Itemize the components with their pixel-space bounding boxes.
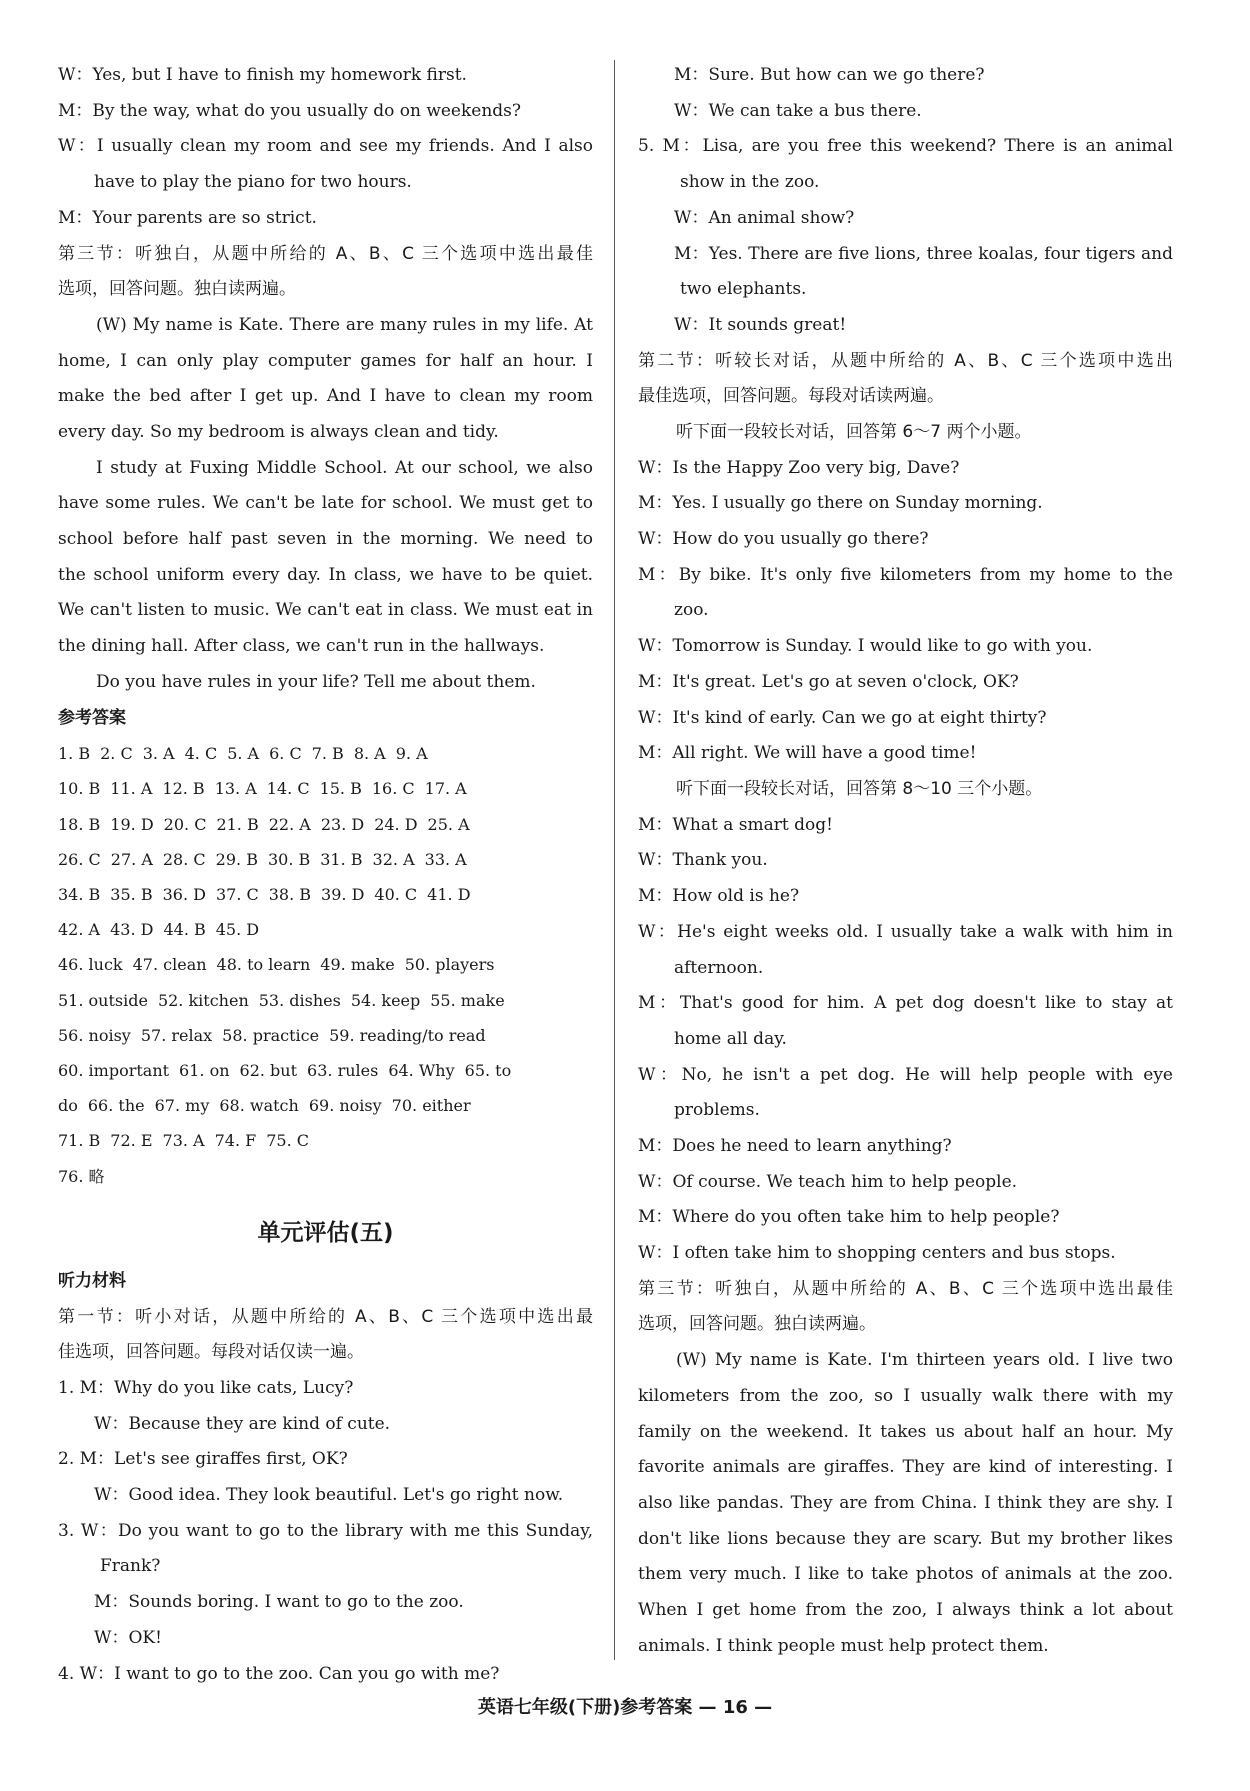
dialogue-line: M：That's good for him. A pet dog doesn't like to stay at bbox=[638, 993, 1173, 1014]
instruction-line: 选项，回答问题。独白读两遍。 bbox=[638, 1314, 876, 1335]
monologue-text bbox=[638, 1343, 1173, 1664]
answer-item: 22. A bbox=[268, 814, 311, 834]
answer-item: 51. outside bbox=[58, 990, 148, 1010]
answer-item: 76. 略 bbox=[58, 1166, 105, 1186]
answer-item: 16. C bbox=[371, 779, 415, 799]
answer-item: 35. B bbox=[110, 885, 153, 905]
answer-item: 69. noisy bbox=[308, 1096, 382, 1116]
answer-row bbox=[58, 912, 593, 947]
dialogue-line: afternoon. bbox=[674, 957, 764, 978]
monologue-line: the dining hall. After class, we can't run in the hallways. bbox=[58, 636, 545, 657]
dialogue-line: W：He's eight weeks old. I usually take a walk with him in bbox=[638, 921, 1173, 942]
answer-item: 65. to bbox=[464, 1061, 512, 1081]
answer-item: 39. D bbox=[321, 885, 365, 905]
answer-item: 3. A bbox=[142, 744, 175, 764]
monologue-line: kilometers from the zoo, so I usually walk there with my bbox=[638, 1385, 1173, 1406]
dialogue-line: Frank? bbox=[100, 1556, 161, 1577]
answer-item: 21. B bbox=[216, 814, 259, 834]
dialogue-continued bbox=[638, 58, 1173, 344]
answer-item: 73. A bbox=[162, 1131, 205, 1151]
unit-title: 单元评估(五) bbox=[257, 1219, 394, 1246]
answer-item: 58. practice bbox=[222, 1025, 320, 1045]
dialogue-line: 2. M：Let's see giraffes first, OK? bbox=[58, 1449, 348, 1470]
answer-item: 33. A bbox=[424, 849, 467, 869]
dialogue-line: 1. M：Why do you like cats, Lucy? bbox=[58, 1377, 354, 1398]
answer-item: 37. C bbox=[215, 885, 259, 905]
monologue-line: them very much. I like to take photos of animals at the zoo. bbox=[638, 1564, 1173, 1585]
answer-item: 50. players bbox=[404, 955, 495, 975]
monologue-line: favorite animals are giraffes. They are kind of interesting. I bbox=[638, 1457, 1173, 1478]
dialogue-line: have to play the piano for two hours. bbox=[94, 172, 412, 193]
page-footer: 英语七年级(下册)参考答案 — 16 — bbox=[477, 1697, 773, 1718]
answers-heading: 参考答案 bbox=[58, 707, 126, 728]
dialogue-line: W：Is the Happy Zoo very big, Dave? bbox=[638, 457, 960, 478]
monologue-line: don't like lions because they are scary. But my brother likes bbox=[638, 1528, 1173, 1549]
instruction-line: 第三节：听独白，从题中所给的 A、B、C 三个选项中选出最佳 bbox=[58, 243, 593, 264]
section3-instructions bbox=[58, 237, 593, 308]
answer-item: 31. B bbox=[320, 849, 363, 869]
answer-item: 72. E bbox=[110, 1131, 153, 1151]
dialogue-line: W：How do you usually go there? bbox=[638, 529, 929, 550]
answer-row bbox=[58, 807, 593, 842]
dialogue-line: M：Sure. But how can we go there? bbox=[674, 65, 985, 85]
answer-item: 66. the bbox=[87, 1096, 145, 1116]
monologue-line: I study at Fuxing Middle School. At our school, we also bbox=[96, 457, 593, 478]
answer-item: 24. D bbox=[374, 814, 418, 834]
answer-item: 40. C bbox=[374, 885, 418, 905]
dialogue-line: M：By the way, what do you usually do on weekends? bbox=[58, 100, 522, 121]
dialogue-line: W：Thank you. bbox=[638, 850, 768, 871]
long-dialogue-2 bbox=[638, 808, 1173, 1272]
dialogue-line: home all day. bbox=[674, 1028, 787, 1049]
answer-item: 52. kitchen bbox=[157, 990, 249, 1010]
answer-item: 1. B bbox=[58, 744, 91, 764]
answer-item: 15. B bbox=[319, 779, 362, 799]
dialogue-line: zoo. bbox=[674, 600, 709, 621]
section1-instructions bbox=[58, 1300, 593, 1371]
answer-item: 34. B bbox=[58, 885, 101, 905]
long-dialogue-1 bbox=[638, 451, 1173, 772]
answer-item: 5. A bbox=[227, 744, 260, 764]
section3-instructions bbox=[638, 1272, 1173, 1343]
answer-row bbox=[58, 736, 593, 771]
monologue-line: make the bed after I get up. And I have to clean my room bbox=[58, 386, 593, 407]
answer-row bbox=[58, 1123, 593, 1158]
monologue-line: family on the weekend. It takes us about half an hour. My bbox=[638, 1421, 1173, 1442]
dialogue-line: W：No, he isn't a pet dog. He will help people with eye bbox=[638, 1064, 1173, 1085]
dialogue-line: M：Your parents are so strict. bbox=[58, 207, 317, 228]
answer-item: 19. D bbox=[110, 814, 154, 834]
left-column bbox=[58, 58, 593, 1692]
monologue-line: (W) My name is Kate. I'm thirteen years old. I live two bbox=[676, 1350, 1173, 1371]
dialogue-line: W：I often take him to shopping centers and bus stops. bbox=[638, 1243, 1116, 1264]
dialogue-line: M：Yes. There are five lions, three koalas, four tigers and bbox=[674, 243, 1173, 264]
answer-item: 49. make bbox=[320, 955, 395, 975]
answer-item: 28. C bbox=[162, 849, 206, 869]
answer-row bbox=[58, 983, 593, 1018]
answer-item: 75. C bbox=[266, 1131, 310, 1151]
dialogue-line: W：Tomorrow is Sunday. I would like to go with you. bbox=[638, 636, 1093, 657]
answer-row bbox=[58, 877, 593, 912]
answer-item: 68. watch bbox=[219, 1096, 299, 1116]
answer-item: 48. to learn bbox=[216, 955, 311, 975]
answer-item: 53. dishes bbox=[258, 990, 341, 1010]
answer-row bbox=[58, 1088, 593, 1123]
answer-item: 18. B bbox=[58, 814, 101, 834]
answer-item: 23. D bbox=[320, 814, 365, 834]
answer-item: 64. Why bbox=[388, 1061, 455, 1081]
dialogue-line: W：An animal show? bbox=[674, 207, 855, 228]
monologue-line: When I get home from the zoo, I always think a lot about bbox=[638, 1600, 1173, 1620]
dialogue-line: 5. M：Lisa, are you free this weekend? There is an animal bbox=[638, 136, 1173, 157]
answer-item: 13. A bbox=[214, 779, 257, 799]
monologue-line: every day. So my bedroom is always clean and tidy. bbox=[58, 421, 499, 442]
q6-intro: 听下面一段较长对话，回答第 6～7 两个小题。 bbox=[676, 421, 1032, 442]
monologue-line: Do you have rules in your life? Tell me about them. bbox=[96, 671, 536, 692]
answer-item: 46. luck bbox=[58, 955, 123, 975]
dialogue-line: M：How old is he? bbox=[638, 886, 800, 907]
dialogue-line: two elephants. bbox=[680, 279, 807, 300]
dialogue-line: 3. W：Do you want to go to the library with me this Sunday, bbox=[58, 1520, 593, 1541]
answer-item: 14. C bbox=[266, 779, 310, 799]
instruction-line: 佳选项，回答问题。每段对话仅读一遍。 bbox=[58, 1342, 364, 1363]
answer-item: 25. A bbox=[427, 814, 470, 834]
instruction-line: 最佳选项，回答问题。每段对话读两遍。 bbox=[638, 386, 944, 407]
answer-row bbox=[58, 1053, 593, 1088]
answer-item: 70. either bbox=[391, 1096, 471, 1116]
answer-item: 41. D bbox=[427, 885, 471, 905]
answer-item: 17. A bbox=[424, 779, 467, 799]
monologue-line: school before half past seven in the morning. We need to bbox=[58, 529, 593, 550]
answer-item: 8. A bbox=[353, 744, 386, 764]
right-column bbox=[638, 58, 1173, 1664]
answer-item: 57. relax bbox=[140, 1025, 213, 1045]
answer-item: 47. clean bbox=[132, 955, 207, 975]
answer-item: 11. A bbox=[110, 779, 153, 799]
answer-row bbox=[58, 842, 593, 877]
listening-heading: 听力材料 bbox=[58, 1270, 126, 1291]
answer-item: 55. make bbox=[430, 990, 505, 1010]
monologue-line: animals. I think people must help protect them. bbox=[638, 1635, 1049, 1656]
monologue-line: (W) My name is Kate. There are many rules in my life. At bbox=[96, 314, 593, 335]
dialogue-line: M：What a smart dog! bbox=[638, 814, 833, 835]
dialogue-line: W：It's kind of early. Can we go at eight thirty? bbox=[638, 707, 1047, 728]
dialogue-continued bbox=[58, 58, 593, 237]
answer-row bbox=[58, 771, 593, 806]
dialogue-line: M：By bike. It's only five kilometers from my home to the bbox=[638, 564, 1173, 585]
answer-item: 7. B bbox=[311, 744, 344, 764]
dialogue-line: M：Sounds boring. I want to go to the zoo. bbox=[94, 1592, 464, 1613]
answer-item: 26. C bbox=[58, 849, 101, 869]
answer-item: 42. A bbox=[58, 920, 101, 940]
answer-item: 56. noisy bbox=[58, 1025, 131, 1045]
dialogue-line: M：Where do you often take him to help people? bbox=[638, 1207, 1060, 1228]
answer-item: 45. D bbox=[215, 920, 260, 940]
dialogue-line: 4. W：I want to go to the zoo. Can you go with me? bbox=[58, 1663, 500, 1684]
dialogue-line: W：We can take a bus there. bbox=[674, 100, 922, 121]
instruction-line: 选项，回答问题。独白读两遍。 bbox=[58, 279, 296, 300]
answer-item: 2. C bbox=[100, 744, 133, 764]
answer-item: 44. B bbox=[163, 920, 206, 940]
answer-item: 4. C bbox=[184, 744, 218, 764]
dialogue-line: W：I usually clean my room and see my friends. And I also bbox=[58, 136, 593, 157]
instruction-line: 第三节：听独白，从题中所给的 A、B、C 三个选项中选出最佳 bbox=[638, 1278, 1173, 1299]
answer-item: 71. B bbox=[58, 1131, 101, 1151]
monologue-line: We can't listen to music. We can't eat in class. We must eat in bbox=[58, 600, 593, 621]
instruction-line: 第一节：听小对话，从题中所给的 A、B、C 三个选项中选出最 bbox=[58, 1306, 593, 1327]
answer-item: 30. B bbox=[267, 849, 311, 869]
answer-item: 9. A bbox=[395, 744, 428, 764]
answer-item: 74. F bbox=[214, 1131, 257, 1151]
answer-item: 29. B bbox=[215, 849, 258, 869]
answer-item: 20. C bbox=[163, 814, 207, 834]
answer-item: 61. on bbox=[179, 1061, 230, 1081]
dialogue-line: W：Because they are kind of cute. bbox=[94, 1413, 391, 1434]
short-dialogues bbox=[58, 1371, 593, 1692]
answer-key bbox=[58, 736, 593, 1194]
answer-item: 10. B bbox=[58, 779, 101, 799]
dialogue-line: M：Yes. I usually go there on Sunday morning. bbox=[638, 493, 1043, 514]
instruction-line: 第二节：听较长对话，从题中所给的 A、B、C 三个选项中选出 bbox=[638, 350, 1173, 371]
answer-item: 27. A bbox=[110, 849, 153, 869]
dialogue-line: M：It's great. Let's go at seven o'clock, OK? bbox=[638, 671, 1019, 692]
answer-item: 43. D bbox=[110, 920, 154, 940]
answer-item: 67. my bbox=[154, 1096, 210, 1116]
dialogue-line: W：Of course. We teach him to help people. bbox=[638, 1171, 1018, 1192]
answer-item: 38. B bbox=[268, 885, 312, 905]
answer-row bbox=[58, 947, 593, 982]
answer-row bbox=[58, 1159, 593, 1194]
answer-item: 6. C bbox=[269, 744, 302, 764]
dialogue-line: show in the zoo. bbox=[680, 172, 820, 193]
column-divider bbox=[614, 60, 615, 1660]
answer-item: 63. rules bbox=[307, 1061, 379, 1081]
answer-item: 36. D bbox=[162, 885, 206, 905]
monologue-line: the school uniform every day. In class, we have to be quiet. bbox=[58, 564, 593, 585]
dialogue-line: M：Does he need to learn anything? bbox=[638, 1135, 952, 1156]
monologue-line: have some rules. We can't be late for school. We must get to bbox=[58, 493, 593, 514]
answer-item: 60. important bbox=[58, 1061, 170, 1081]
dialogue-line: W：Good idea. They look beautiful. Let's go right now. bbox=[94, 1485, 564, 1506]
answer-item: 32. A bbox=[372, 849, 415, 869]
answer-item: 62. but bbox=[239, 1061, 298, 1081]
answer-row bbox=[58, 1018, 593, 1053]
dialogue-line: W：Yes, but I have to finish my homework first. bbox=[58, 65, 467, 85]
q8-intro: 听下面一段较长对话，回答第 8～10 三个小题。 bbox=[676, 779, 1043, 799]
answer-item: 54. keep bbox=[350, 990, 421, 1010]
answer-item: do bbox=[58, 1096, 78, 1116]
dialogue-line: W：OK! bbox=[94, 1627, 162, 1648]
answer-item: 59. reading/to read bbox=[329, 1025, 486, 1045]
monologue-line: also like pandas. They are from China. I think they are shy. I bbox=[638, 1492, 1173, 1513]
monologue-text bbox=[58, 308, 593, 701]
dialogue-line: problems. bbox=[674, 1100, 760, 1121]
dialogue-line: M：All right. We will have a good time! bbox=[638, 743, 977, 764]
answer-item: 12. B bbox=[162, 779, 205, 799]
monologue-line: home, I can only play computer games for half an hour. I bbox=[58, 350, 593, 371]
dialogue-line: W：It sounds great! bbox=[674, 314, 847, 335]
section2-instructions bbox=[638, 344, 1173, 415]
